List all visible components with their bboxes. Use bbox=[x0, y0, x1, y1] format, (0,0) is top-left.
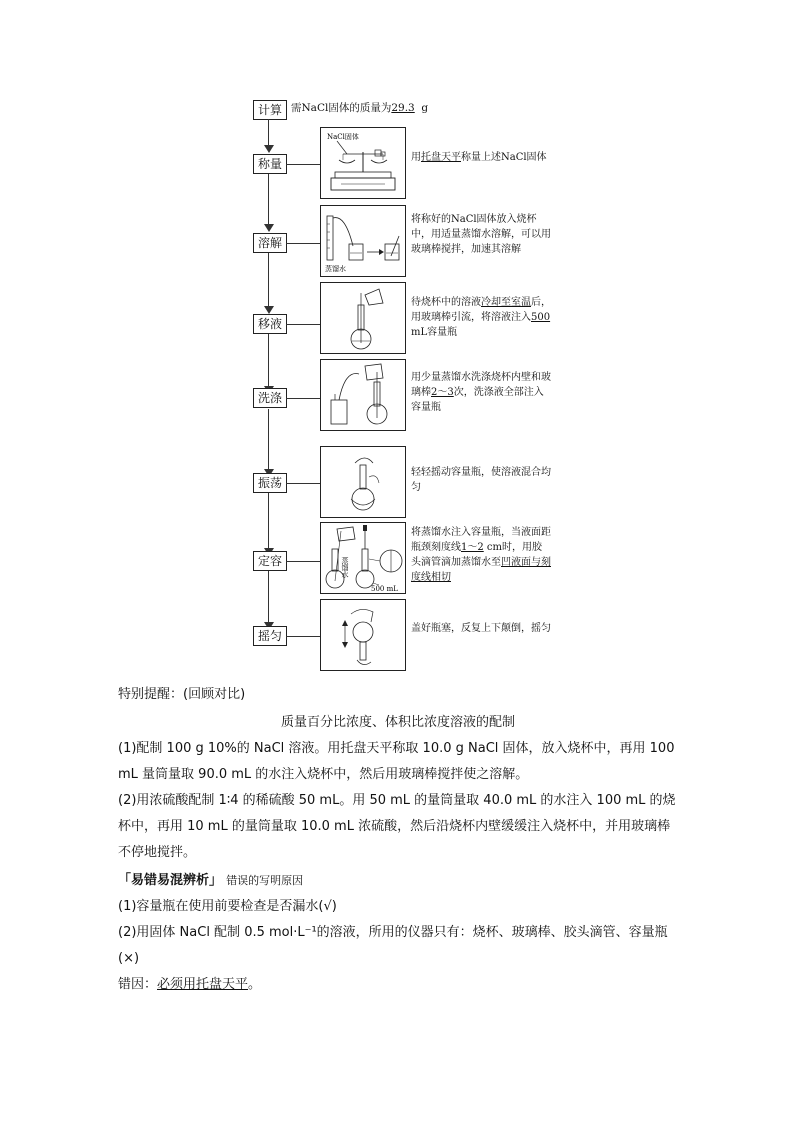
judge-item-2: (2)用固体 NaCl 配制 0.5 mol·L⁻¹的溶液，所用的仪器只有：烧杯、玻璃棒、胶头滴管、容量瓶(×) bbox=[118, 925, 668, 966]
connector-line bbox=[268, 250, 269, 308]
desc-underlined: 托盘天平 bbox=[421, 152, 461, 163]
water-label-vertical: 蒸馏水 bbox=[341, 557, 349, 578]
calc-prefix: 需NaCl固体的质量为 bbox=[291, 102, 392, 114]
desc-text: 将蒸馏水注入容量瓶，当液面距瓶颈刻度线 bbox=[411, 527, 551, 553]
step-wash-desc bbox=[411, 370, 551, 415]
balance-illustration bbox=[320, 127, 406, 199]
step-shake-desc bbox=[411, 465, 551, 495]
transfer-illustration bbox=[320, 282, 406, 354]
step-connector bbox=[286, 561, 320, 562]
water-label: 蒸馏水 bbox=[325, 265, 346, 273]
desc-text: 盖好瓶塞，反复上下颠倒，摇匀 bbox=[411, 623, 551, 634]
note-item-2: (2)用浓硫酸配制 1∶4 的稀硫酸 50 mL。用 50 mL 的量筒量取 40.0 mL 的水注入 100 mL 的烧杯中，再用 10 mL 的量筒量取 10.0 mL 浓硫酸，然后沿烧杯内壁缓缓注入烧杯中，并用玻璃棒不停地搅拌。 bbox=[118, 793, 676, 860]
desc-underlined: 冷却至室温 bbox=[481, 297, 531, 308]
connector-line bbox=[268, 409, 269, 471]
constant-volume-illustration bbox=[320, 522, 406, 594]
notes-section bbox=[118, 682, 678, 998]
step-transfer-box: 移液 bbox=[253, 314, 287, 334]
arrow-down-icon bbox=[264, 306, 274, 314]
nacl-label: NaCl固体 bbox=[327, 133, 359, 141]
desc-text: 将称好的NaCl固体放入烧杯中，用适量蒸馏水溶解，可以用玻璃棒搅拌，加速其溶解 bbox=[411, 214, 551, 255]
step-connector bbox=[286, 636, 320, 637]
step-mix-box: 摇匀 bbox=[253, 626, 287, 646]
step-dissolve-desc bbox=[411, 212, 551, 257]
desc-underlined: 500 bbox=[531, 312, 551, 323]
calc-text bbox=[291, 101, 428, 115]
desc-text: 用少量蒸馏水洗涤烧杯内壁和玻璃棒 bbox=[411, 372, 551, 398]
dissolve-illustration bbox=[320, 205, 406, 277]
bracket-close: 」 bbox=[209, 873, 223, 888]
desc-text: 次，洗涤液全部注入容量瓶 bbox=[411, 387, 544, 413]
error-text: 必须用托盘天平 bbox=[157, 977, 249, 992]
step-transfer-desc bbox=[411, 295, 551, 340]
connector-line bbox=[268, 119, 269, 147]
section-label: 易错易混辨析 bbox=[131, 873, 210, 888]
desc-text: 待烧杯中的溶液 bbox=[411, 297, 481, 308]
notes-title: 质量百分比浓度、体积比浓度溶液的配制 bbox=[280, 715, 515, 730]
desc-underlined: 1～2 bbox=[461, 542, 484, 553]
step-weigh-box: 称量 bbox=[253, 154, 287, 174]
desc-text: 后，用玻璃棒引流，将溶液注入 bbox=[411, 297, 551, 323]
arrow-down-icon bbox=[264, 224, 274, 232]
step-connector bbox=[286, 243, 320, 244]
desc-text: mL容量瓶 bbox=[411, 327, 458, 338]
step-mix-desc bbox=[411, 621, 551, 636]
volume-label: 500 mL bbox=[371, 585, 398, 593]
step-shake-box: 振荡 bbox=[253, 473, 287, 493]
connector-line bbox=[268, 332, 269, 388]
desc-text: cm时，用胶头滴管滴加蒸馏水至 bbox=[411, 542, 542, 568]
error-reason: 错因：必须用托盘天平。 bbox=[118, 977, 262, 992]
desc-underlined: 2～3 bbox=[431, 387, 454, 398]
mix-illustration bbox=[320, 599, 406, 671]
connector-line bbox=[268, 492, 269, 550]
connector-line bbox=[268, 571, 269, 624]
arrow-down-icon bbox=[264, 145, 274, 153]
step-connector bbox=[286, 324, 320, 325]
calc-unit: g bbox=[421, 102, 429, 114]
note-item-1: (1)配制 100 g 10%的 NaCl 溶液。用托盘天平称取 10.0 g NaCl 固体，放入烧杯中，再用 100 mL 量筒量取 90.0 mL 的水注入烧杯中，然后用玻璃棒搅拌使之溶解。 bbox=[118, 741, 675, 782]
wash-illustration bbox=[320, 359, 406, 431]
tip-heading: 特别提醒：(回顾对比) bbox=[118, 687, 246, 702]
connector-line bbox=[268, 171, 269, 226]
section-hint: 错误的写明原因 bbox=[226, 874, 304, 887]
step-wash-box: 洗涤 bbox=[253, 388, 287, 408]
step-connector bbox=[286, 483, 320, 484]
step-connector bbox=[286, 398, 320, 399]
step-constant-volume-desc bbox=[411, 525, 551, 585]
desc-text: 轻轻摇动容量瓶，使溶液混合均匀 bbox=[411, 467, 551, 493]
shake-illustration bbox=[320, 446, 406, 518]
desc-text: 用 bbox=[411, 152, 421, 163]
desc-underlined: 凹液面与刻度线相切 bbox=[411, 557, 551, 583]
step-constant-volume-box: 定容 bbox=[253, 551, 287, 571]
step-weigh-desc bbox=[411, 150, 551, 165]
calc-value: 29.3 bbox=[391, 102, 415, 114]
step-connector bbox=[286, 164, 320, 165]
step-dissolve-box: 溶解 bbox=[253, 233, 287, 253]
judge-item-1: (1)容量瓶在使用前要检查是否漏水(√) bbox=[118, 899, 337, 914]
step-calc-box: 计算 bbox=[253, 100, 287, 120]
desc-text: 称量上述NaCl固体 bbox=[461, 152, 547, 163]
bracket-open: 「 bbox=[118, 873, 132, 888]
error-section-heading bbox=[118, 868, 678, 894]
error-prefix: 错因： bbox=[118, 977, 158, 992]
